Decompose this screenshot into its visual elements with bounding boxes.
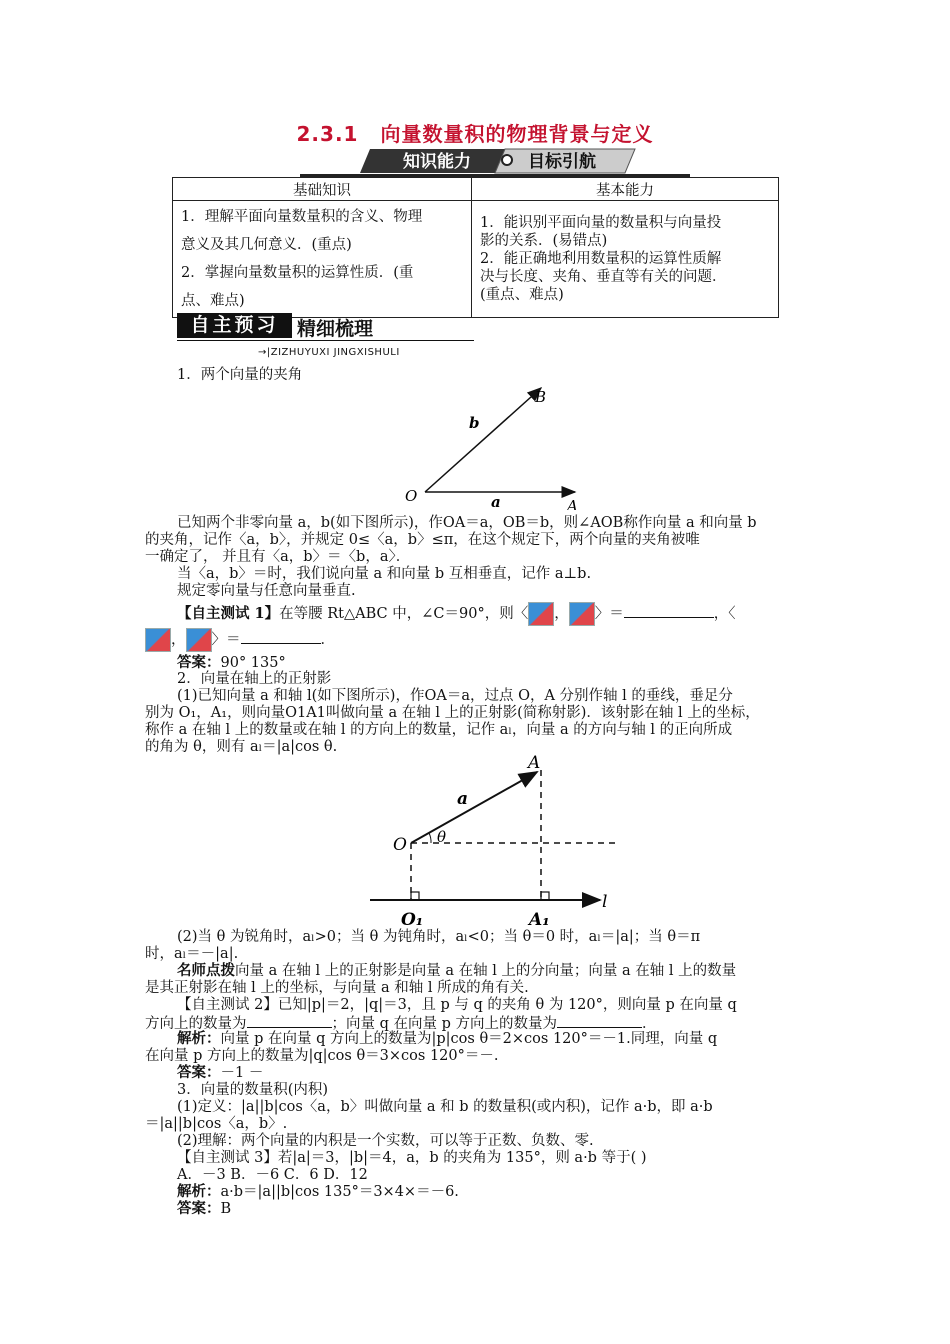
ability-line: (重点、难点) — [480, 287, 564, 303]
s2-jiexi — [177, 1030, 717, 1048]
self-test-1-cont: ， 〉＝ ． — [145, 628, 335, 652]
col-header-knowledge: 基础知识 — [173, 178, 472, 201]
projection-figure — [365, 750, 625, 930]
point-a-label: A — [567, 497, 578, 510]
jiexi-label: 解析： — [177, 1030, 221, 1047]
ability-line: 1．能识别平面向量的数量积与向量投 — [480, 215, 722, 231]
answer-text: 90° 135° — [220, 655, 286, 671]
test-text: 〉＝ — [594, 606, 624, 622]
col-header-ability: 基本能力 — [472, 178, 779, 201]
knowledge-line: 2．掌握向量数量积的运算性质．(重 — [181, 265, 414, 281]
answer-blank[interactable] — [247, 1013, 332, 1028]
section-divider — [177, 340, 474, 341]
s2-answer — [177, 1064, 263, 1082]
point-o-label: O — [405, 487, 418, 505]
test-text: ，〈 — [713, 606, 736, 622]
answer-label: 答案： — [177, 1064, 221, 1081]
answer-label: 答案： — [177, 1200, 221, 1217]
angle-arc — [429, 833, 431, 843]
point-o-label: O — [393, 835, 407, 855]
test-text: ． — [320, 632, 335, 648]
vector-b-arrow — [425, 388, 541, 492]
point-b-label: B — [535, 388, 547, 406]
tip-text: 向量 a 在轴 l 上的正射影是向量 a 在轴 l 上的分向量；向量 a 在轴 l 上的数量 — [235, 963, 737, 979]
right-angle-mark — [541, 892, 549, 900]
answer-text: B — [220, 1201, 232, 1217]
s1-line: 当〈a，b〉＝时，我们说向量 a 和向量 b 互相垂直，记作 a⊥b. — [177, 566, 592, 582]
ability-line: 影的关系．(易错点) — [480, 233, 608, 249]
title-text: 向量数量积的物理背景与定义 — [380, 122, 654, 146]
jiexi-label: 解析： — [177, 1183, 221, 1200]
s2-line: 称作 a 在轴 l 上的数量或在轴 l 的方向上的数量，记作 aₗ，向量 a 的方向与轴 l 的正向所成 — [145, 722, 733, 738]
ability-cell — [472, 201, 779, 318]
goals-table — [172, 177, 779, 318]
s1-heading: 1．两个向量的夹角 — [177, 367, 303, 383]
section-heading: 精细梳理 — [297, 318, 374, 340]
answer-text: －1 － — [220, 1065, 264, 1081]
self-test-1: 【自主测试 1】在等腰 Rt△ABC 中，∠C＝90°，则〈 ， 〉＝ ，〈 — [177, 602, 735, 626]
vector-a-arrow — [411, 772, 537, 843]
section-pinyin: →|ZIZHUYUXI JINGXISHULI — [258, 347, 400, 358]
test-text: 方向上的数量为 — [145, 1016, 247, 1032]
knowledge-cell — [173, 201, 472, 318]
test-text: 〉＝ — [211, 632, 241, 648]
knowledge-line: 1．理解平面向量数量积的含义、物理 — [181, 209, 423, 225]
image-placeholder-icon — [186, 628, 212, 652]
vec-b-label: b — [469, 414, 480, 432]
answer-blank[interactable] — [557, 1013, 642, 1028]
test-text: 在等腰 Rt△ABC 中，∠C＝90°，则〈 — [279, 606, 529, 622]
self-test-3: 【自主测试 3】若|a|＝3，|b|＝4，a，b 的夹角为 135°，则 a·b 等于( ) — [177, 1150, 647, 1166]
right-angle-mark — [411, 892, 419, 900]
s2-line: 别为 O₁，A₁，则向量O1A1叫做向量 a 在轴 l 上的正射影(简称射影)．该射影在轴 l 上的坐标， — [145, 705, 760, 721]
jiexi-text: 向量 p 在向量 q 方向上的数量为|p|cos θ＝2×cos 120°＝－1.同理，向量 q — [220, 1031, 718, 1047]
axis-l-label: l — [602, 892, 608, 912]
tip-text: 是其正射影在轴 l 上的坐标，与向量 a 和轴 l 所成的角有关. — [145, 980, 529, 996]
tip-label: 名师点拨 — [177, 962, 235, 979]
angle-figure — [395, 380, 595, 510]
test-text: ． — [642, 1016, 657, 1032]
s1-line: 的夹角，记作〈a，b〉，并规定 0≤〈a，b〉≤π，在这个规定下，两个向量的夹角被唯 — [145, 532, 700, 548]
ability-line: 决与长度、夹角、垂直等有关的问题． — [480, 269, 727, 285]
image-placeholder-icon — [569, 602, 595, 626]
jiexi-text: 在向量 p 方向上的数量为|q|cos θ＝3×cos 120°＝－. — [145, 1048, 499, 1064]
tip-line — [177, 962, 736, 980]
goals-banner — [300, 147, 690, 177]
s2-heading: 2．向量在轴上的正射影 — [177, 671, 332, 687]
answer-blank[interactable] — [624, 603, 714, 618]
vec-a-label: a — [491, 493, 501, 510]
s3-jiexi — [177, 1183, 459, 1201]
section-number: 2.3.1 — [296, 122, 359, 146]
self-test-2: 【自主测试 2】已知|p|＝2，|q|＝3，且 p 与 q 的夹角 θ 为 120°，则向量 p 在向量 q — [177, 997, 737, 1013]
s2-line2: (2)当 θ 为锐角时，aₗ>0；当 θ 为钝角时，aₗ<0；当 θ＝0 时，aₗ＝|a|；当 θ＝π — [177, 929, 701, 945]
knowledge-line: 意义及其几何意义．(重点) — [181, 237, 352, 253]
s3-line: (1)定义：|a||b|cos〈a，b〉叫做向量 a 和 b 的数量积(或内积)，记作 a·b，即 a·b — [177, 1099, 713, 1115]
test-text: ；向量 q 在向量 p 方向上的数量为 — [331, 1016, 557, 1032]
image-placeholder-icon — [145, 628, 171, 652]
answer-blank[interactable] — [241, 629, 321, 644]
s1-line: 规定零向量与任意向量垂直. — [177, 583, 356, 599]
s3-line: (2)理解：两个向量的内积是一个实数，可以等于正数、负数、零. — [177, 1133, 594, 1149]
page-title — [0, 118, 950, 147]
s3-heading: 3．向量的数量积(内积) — [177, 1082, 329, 1098]
test-label: 【自主测试 1】 — [177, 605, 280, 622]
s3-line: ＝|a||b|cos〈a，b〉. — [145, 1116, 288, 1132]
s2-line: (1)已知向量 a 和轴 l(如下图所示)，作OA＝a，过点 O，A 分别作轴 l 的垂线，垂足分 — [177, 688, 733, 704]
s1-line: 已知两个非零向量 a，b(如下图所示)，作OA＝a，OB＝b，则∠AOB称作向量 a 和向量 b — [177, 515, 757, 531]
point-o1-label: O₁ — [401, 910, 424, 930]
answer-label: 答案： — [177, 654, 221, 671]
point-a-label: A — [528, 753, 541, 773]
point-a1-label: A₁ — [529, 910, 550, 930]
s2-line: 的角为 θ，则有 aₗ＝|a|cos θ. — [145, 739, 338, 755]
choice-options: A．－3 B．－6 C．6 D．12 — [177, 1167, 368, 1183]
knowledge-line: 点、难点) — [181, 293, 245, 309]
s3-answer — [177, 1200, 231, 1218]
banner-right: 目标引航 — [528, 152, 596, 172]
image-placeholder-icon — [528, 602, 554, 626]
s1-line: 一确定了， 并且有〈a，b〉＝〈b，a〉． — [145, 549, 411, 565]
jiexi-text: a·b＝|a||b|cos 135°＝3×4×＝－6. — [220, 1184, 459, 1200]
banner-left: 知识能力 — [403, 152, 471, 172]
section-box: 自主预习 — [177, 313, 292, 338]
s2-line2: 时，aₗ＝－|a|. — [145, 946, 239, 962]
theta-label: θ — [437, 828, 447, 846]
ability-line: 2．能正确地利用数量积的运算性质解 — [480, 251, 722, 267]
vec-a-label: a — [457, 789, 469, 809]
